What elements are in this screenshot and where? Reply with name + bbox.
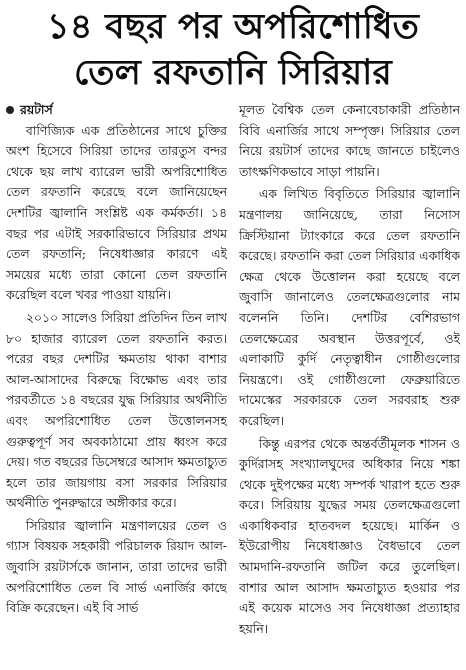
column-right [239, 100, 460, 670]
source-byline [6, 100, 227, 121]
paragraph: মূলত বৈশ্বিক তেল কেনাবেচাকারী প্রতিষ্ঠান বিবি এনার্জির সাথে সম্পৃক্ত। সিরিয়ার তেল নিয়ে রয়টার্স তাদের কাছে জানতে চাইলেও তাৎক্ষণিকভাবে সাড়া পায়নি। [239, 102, 460, 179]
paragraph: এক লিখিত বিবৃতিতে সিরিয়ার জ্বালানি মন্ত্রণালয় জানিয়েছে, তারা নিসোস ক্রিস্টিয়ানা ট্যাংকারে করে তেল রফতানি করেছে। রফতানি করা তেল সিরিয়ার একাধিক ক্ষেত্র থেকে উত্তোলন করা হয়েছে বলে জুবাসি জানালেও তেলক্ষেত্রগুলোর নাম বলেননি তিনি। দেশটির বেশিরভাগ তেলক্ষেত্রের অবস্থান উত্তরপূর্বে, ওই এলাকাটি কুর্দি নেতৃত্বাধীন গোষ্ঠীগুলোর নিয়ন্ত্রণে। ওই গোষ্ঠীগুলো ফেব্রুয়ারিতে দামেস্কের সরকারকে তেল সরবরাহ শুরু করেছিল। [239, 186, 460, 428]
column-left [6, 100, 227, 670]
headline-line-1: ১৪ বছর পর অপরিশোধিত [46, 7, 420, 47]
paragraph: সিরিয়ার জ্বালানি মন্ত্রণালয়ের তেল ও গ্যাস বিষয়ক সহকারী পরিচালক রিয়াদ আল-জুবাসি রয়টার্সকে জানান, তারা তাদের ভারী অপরিশোধিত তেল বি সার্ভ এনার্জির কাছে বিক্রি করেছেন। এই বি সার্ভ [6, 517, 227, 616]
article-body [6, 100, 460, 670]
source-name: রয়টার্স [20, 102, 53, 117]
paragraph: বাণিজ্যিক এক প্রতিষ্ঠানের সাথে চুক্তির অংশ হিসেবে সিরিয়া তাদের তারতুস বন্দর থেকে ছয় লাখ ব্যারেল ভারী অপরিশোধিত তেল রফতানি করেছে বলে জানিয়েছেন দেশটির জ্বালানি সংশ্লিষ্ট এক কর্মকর্তা। ১৪ বছর পর এটাই সরকারিভাবে সিরিয়ার প্রথম তেল রফতানি; নিষেধাজ্ঞার কারণে এই সময়ের মধ্যে তারা কোনো তেল রফতানি করেছিল বলে খবর পাওয়া যায়নি। [6, 122, 227, 303]
bullet-icon [6, 106, 14, 114]
headline [0, 0, 466, 96]
paragraph: কিন্তু এরপর থেকে অন্তর্বর্তীমূলক শাসন ও কুর্দিরাসহ সংখ্যালঘুদের অধিকার নিয়ে শঙ্কা থেকে দুইপক্ষের মধ্যে সম্পর্ক খারাপ হতে শুরু করে। সিরিয়ায় যুদ্ধের সময় তেলক্ষেত্রগুলো একাধিকবার হাতবদল হয়েছে। মার্কিন ও ইউরোপীয় নিষেধাজ্ঞাও বৈধভাবে তেল আমদানি-রফতানি জটিল করে তুলেছিল। বাশার আল আসাদ ক্ষমতাচ্যুত হওয়ার পর এই কয়েক মাসেও সব নিষেধাজ্ঞা প্রত্যাহার হয়নি। [239, 435, 460, 636]
headline-line-2: তেল রফতানি সিরিয়ার [74, 53, 392, 93]
paragraph: ২০১০ সালেও সিরিয়া প্রতিদিন তিন লাখ ৮০ হাজার ব্যারেল তেল রফতানি করত। পরের বছর দেশটির ক্ষমতায় থাকা বাশার আল-আসাদের বিরুদ্ধে বিক্ষোভ এবং তার পরবর্তীতে ১৪ বছরের যুদ্ধ সিরিয়ার অর্থনীতি এবং অপরিশোধিত তেল উত্তোলনসহ গুরুত্বপূর্ণ সব অবকাঠামো প্রায় ধ্বংস করে দেয়। গত বছরের ডিসেম্বরে আসাদ ক্ষমতাচ্যুত হলে তার জায়গায় বসা সরকার সিরিয়ার অর্থনীতি পুনরুদ্ধারে অঙ্গীকার করে। [6, 309, 227, 511]
